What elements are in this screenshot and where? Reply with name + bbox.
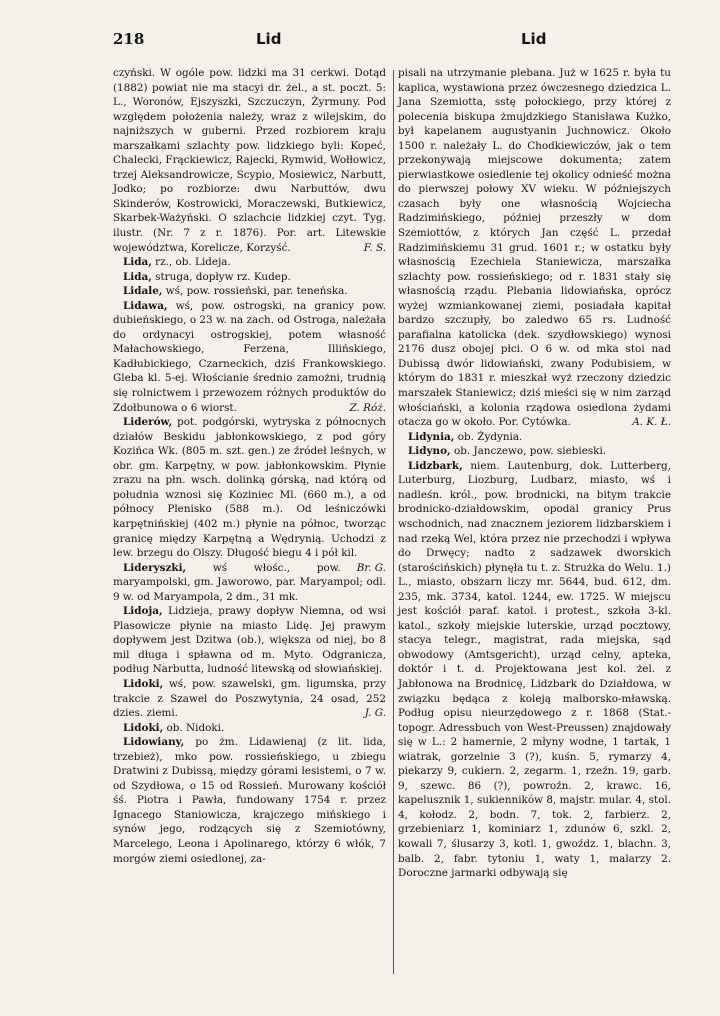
dictionary-entry xyxy=(113,721,386,736)
entry-text: ob. Nidoki. xyxy=(163,721,225,734)
column-divider xyxy=(393,70,394,974)
right-column xyxy=(398,66,671,881)
dictionary-entry xyxy=(113,270,386,285)
entry-text: Lidzieja, prawy dopływ Niemna, od wsi Plasowicze płynie na miasto Lidę. Jej prawym dopływem jest Dzitwa (ob.), większa od niej, bo 8 mil długa i spławna od m. Myto. Odgranicza, podług Narbutta, ludność litewską od słowiańskiej. xyxy=(113,605,386,676)
author-signature: J. G. xyxy=(364,707,386,720)
entry-text: ob. Żydynia. xyxy=(454,430,523,443)
entry-headword: Lideryszki, xyxy=(123,561,187,574)
dictionary-entry xyxy=(398,459,671,881)
entry-text: wś, pow. ostrogski, na granicy pow. dubieńskiego, o 23 w. na zach. od Ostroga, należała do ordynacyi ostrogskiej, potem własność Małachowskiego, Ferzena, Illińskiego, Kadłubickiego, Czarneckich, dziś Frankowskiego. Gleba kl. 5-ej. Włościanie średnio zamożni, trudnią się rolnictwem i przewozem różnych produktów do Zdołbunowa o 6 wiorst. xyxy=(113,299,386,414)
dictionary-entry xyxy=(113,604,386,677)
entry-text: czyński. W ogóle pow. lidzki ma 31 cerkwi. Dotąd (1882) powiat nie ma stacyi dr. żel., a st. poczt. 5: L., Woronów, Ejszyszki, Szczuczyn, Żyrmuny. Pod względem położenia należy, wraz z wilejskim, do najniższych w guberni. Przed rozbiorem kraju marszałkami szlachty pow. lidzkiego byli: Kopeć, Chalecki, Frąckiewicz, Rajecki, Rymwid, Wołłowicz, trzej Aleksandrowicze, Scypio, Mosiewicz, Narbutt, Jodko; po rozbiorze: dwu Narbuttów, dwu Skinderów, Kostrowicki, Moraczewski, Butkiewicz, Skarbek-Ważyński. O szlachcie lidzkiej czyt. Tyg. ilustr. (Nr. 7 z r. 1876). Por. art. Litewskie województwa, Koreliczе, Korzyść. xyxy=(113,67,386,254)
author-signature: F. S. xyxy=(363,241,386,254)
entry-text: niem. Lautenburg, dok. Lutterberg, Luterburg, Liozburg, Ludbarz, miasto, wś i nadleśn. król., pow. brodnicki, na bitym trakcie brodnicko-działdowskim, opodal granicy Prus wschodnich, nad znacznem jeziorem lidzbarskiem i nad rzeką Wel, która przez nie przechodzi i wpływa do Drwęcy; nadto z sadzawek dworskich (starościńskich) płynęła tu t. z. Strużka do Welu. 1.) L., miasto, obszarn liczy mr. 5644, bud. 612, dm. 235, mk. 3734, katol. 1244, ew. 1725. W miejscu jest kościół paraf. katol. i protest., szkoła 3-kl. katol., szkoły miejskie luterskie, urząd pocztowy, stacya telegr., magistrat, rada miejska, sąd obwodowy (Amtsgericht), urząd celny, apteka, doktór i t. d. Projektowana jest kol. żel. z Jabłonowa na Brodnicę, Lidzbark do Działdowa, w związku będąca z koleją malborsko-mławską. Podług opisu nieurzędowego z r. 1868 (Stat.-topogr. Adressbuch von West-Preussen) znajdowały się w L.: 2 hamernie, 2 młyny wodne, 1 tartak, 1 wiatrak, gorzelnie 3 (?), kuśn. 5, rymarzy 4, piekarzy 9, cukiern. 2, zegarm. 1, rzeźn. 19, garb. 9, szewc. 86 (?), powroźn. 2, krawc. 16, kapelusznik 1, sukienników 8, majstr. mular. 4, stol. 4, kołodz. 2, bodn. 7, tok. 2, farbierz. 2, grzebieniarz 1, kominiarz 1, zdunów 6, szkl. 2, kowali 7, ślusarzy 3, kotl. 1, gwoźdz. 1, blachn. 3, balb. 2, fabr. tytoniu 1, waty 1, malarzy 2. Doroczne jarmarki odbywają się xyxy=(398,459,671,880)
entry-text: po żm. Lidawienaj (z lit. lida, trzebież), mko pow. rossieńskiego, u zbiegu Dratwini z Dubissą, między górami lesistemi, o 7 w. od Szydłowa, o 15 od Rossień. Murowany kościół śś. Piotra i Pawła, fundowany 1754 r. przez Ignacego Staniowicza, krajczego mińskiego i synów jego, rodzących się z Szemiotówny, Marcelego, Leona i Apolinarego, którzy 6 włók, 7 morgów ziemi osiedlonej, za- xyxy=(113,736,386,865)
dictionary-entry xyxy=(113,299,386,415)
entry-text: pisali na utrzymanie plebana. Już w 1625 r. była tu kaplica, wystawiona przez ówczesnego dziedzica L. Jana Szemiotta, sstę połockiego, przy której z polecenia biskupa żmujdzkiego Stanisława Kużko, był kapelanem augustyanin Juchnowicz. Około 1500 r. należały L. do Chodkiewiczów, jak o tem przekonywają miejscowe dokumenta; zatem pierwiastkowe osiedlenie tej okolicy odnieść można do pierwszej połowy XV wieku. W późniejszych czasach były one własnością Wojciecha Radzimińskiego, później przeszły w dom Szemiottów, z których Jan część L. przedał Radzimińskiemu 31 grud. 1601 r.; w ostatku były własnością Ezechiela Staniewicza, marszałka szlachty pow. rossieńskiego; od r. 1831 stały się własnością rządu. Plebania lidowiańska, oprócz wyżej wzmiankowanej ziemi, posiadała kapitał bardzo szczupły, bo zaledwo 65 rs. Ludność parafialna katolicka (dek. szydłowskiego) wynosi 2176 dusz obojej płci. O 6 w. od mka stoi nad Dubissą dwór lidowiański, zwany Podubisiem, w którym do 1831 r. mieszkał wyż rzeczony dziedzic marszałek Staniewicz; dziś mieści się w nim zarząd włościański, a kolonia rządowa osiedlona żydami otacza go w około. Por. Cytówka. xyxy=(398,67,671,429)
entry-text: struga, dopływ rz. Kudep. xyxy=(151,270,291,283)
running-headword-left: Lid xyxy=(256,30,282,48)
entry-headword: Lidawa, xyxy=(123,299,168,312)
entry-text: pot. podgórski, wytryska z północnych działów Beskidu jabłonkowskiego, z pod góry Kozińca Wk. (805 m. szt. gen.) ze źródeł leśnych, w obr. gm. Karpętny, w pow. jabłonkowskim. Płynie zrazu na płn. wsch. dolinką górską, nad którą od południa wznosi się Koziniec Ml. (660 m.), a od północy Plenisko (588 m.). Od leśniczówki karpętnińskiej (402 m.) płynie na północ, tworząc granicę między Karpętną a Wędrynią. Uchodzi z lew. brzegu do Olszy. Długość biegu 4 i pół kil. xyxy=(113,416,386,560)
entry-headword: Lidowiany, xyxy=(123,736,185,749)
page-number: 218 xyxy=(113,30,145,48)
dictionary-entry xyxy=(113,735,386,866)
entry-headword: Lidyno, xyxy=(408,445,451,458)
entry-text: ob. Janczewo, pow. siebieski. xyxy=(450,445,607,458)
entry-text: rz., ob. Lideja. xyxy=(151,256,231,269)
entry-headword: Lida, xyxy=(123,256,152,269)
entry-headword: Lidynia, xyxy=(408,430,455,443)
entry-text: wś, pow. rossieński, par. tenеńska. xyxy=(162,285,348,298)
dictionary-entry xyxy=(113,66,386,255)
dictionary-entry xyxy=(113,677,386,721)
entry-text: wś, pow. szawelski, gm. ligumska, przy trakcie z Szawel do Poszwytynia, 24 osad, 252 dzies. ziemi. xyxy=(113,677,386,720)
author-signature: Z. Róż. xyxy=(349,401,386,414)
entry-headword: Lidoja, xyxy=(123,605,163,618)
entry-headword: Lidoki, xyxy=(123,721,164,734)
dictionary-entry xyxy=(398,430,671,445)
page-header xyxy=(0,30,720,54)
entry-headword: Lidzbark, xyxy=(408,459,463,472)
entry-headword: Lidale, xyxy=(123,285,163,298)
entry-headword: Lidoki, xyxy=(123,677,164,690)
running-headword-right: Lid xyxy=(521,30,547,48)
dictionary-entry xyxy=(398,66,671,430)
entry-headword: Liderów, xyxy=(123,416,173,429)
author-signature: A. K. Ł. xyxy=(632,416,671,429)
left-column xyxy=(113,66,386,866)
author-signature: Br. G. xyxy=(356,561,386,574)
dictionary-entry xyxy=(113,284,386,299)
entry-headword: Lida, xyxy=(123,270,152,283)
dictionary-entry xyxy=(113,255,386,270)
dictionary-entry xyxy=(398,444,671,459)
entry-text: wś włośc., pow. maryampolski, gm. Jaworowo, par. Maryampol; odl. 9 w. od Maryampola, 2 dm., 31 mk. xyxy=(113,561,386,603)
